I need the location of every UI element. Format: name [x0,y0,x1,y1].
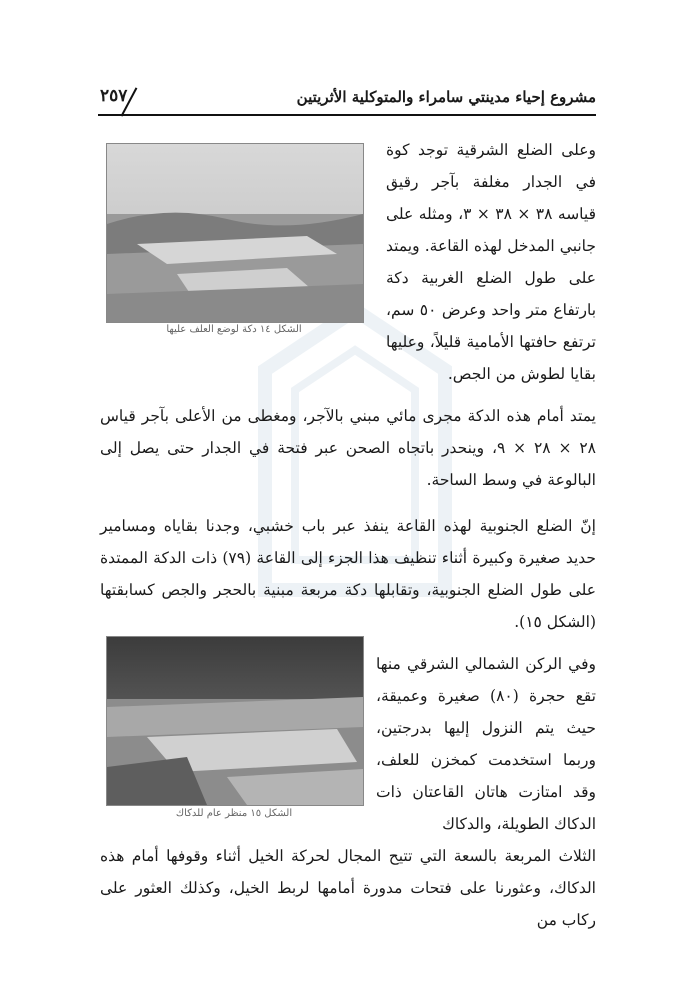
paragraph-1-text: وعلى الضلع الشرقية توجد كوة في الجدار مغلفة بآجر رقيق قياسه ٣٨ × ٣٨ × ٣، ومثله على جانبي المدخل لهذه القاعة. ويمتد على طول الضلع الغربية دكة بارتفاع متر واحد وعرض ٥٠ سم، ترتفع حافتها الأمامية قليلاً، وعليها بقايا لطوش من الجص. [386,141,597,383]
paragraph-1 [386,134,596,390]
header-rule [98,114,596,116]
running-header-title: مشروع إحياء مدينتي سامراء والمتوكلية الأثريتين [296,88,596,106]
paragraph-3 [100,510,596,638]
figure-15-photo [106,636,364,806]
figure-15-caption: الشكل ١٥ منظر عام للدكاك [175,808,293,819]
figure-14-caption: الشكل ١٤ دكة لوضع العلف عليها [166,324,302,335]
page-number: ٢٥٧ [100,86,128,106]
paragraph-5-text: الثلاث المربعة بالسعة التي تتيح المجال لحركة الخيل أثناء وقوفها أمام هذه الدكاك، وعثورنا على فتحات مدورة أمامها لربط الخيل، وكذلك العثور على ركاب من [100,847,596,929]
paragraph-4 [376,648,596,840]
paragraph-3-text: إنّ الضلع الجنوبية لهذه القاعة ينفذ عبر باب خشبي، وجدنا بقاياه ومسامير حديد صغيرة وكبيرة أثناء تنظيف هذا الجزء إلى القاعة (٧٩) ذات الدكة الممتدة على طول الضلع الجنوبية، وتقابلها دكة مربعة مبنية بالحجر والجص كسابقتها (الشكل ١٥). [100,517,596,631]
paragraph-4-text: وفي الركن الشمالي الشرقي منها تقع حجرة (٨٠) صغيرة وعميقة، حيث يتم النزول إليها بدرجتين، وربما استخدمت كمخزن للعلف، وقد امتازت هاتان القاعتان ذات الدكاك الطويلة، والدكاك [376,655,596,833]
paragraph-5 [100,840,596,936]
paragraph-2 [100,400,596,496]
figure-14-photo [106,143,364,323]
paragraph-2-text: يمتد أمام هذه الدكة مجرى مائي مبني بالآجر، ومغطى من الأعلى بآجر قياس ٢٨ × ٢٨ × ٩، وينحدر باتجاه الصحن عبر فتحة في الجدار حتى يصل إلى البالوعة في وسط الساحة. [100,407,596,489]
